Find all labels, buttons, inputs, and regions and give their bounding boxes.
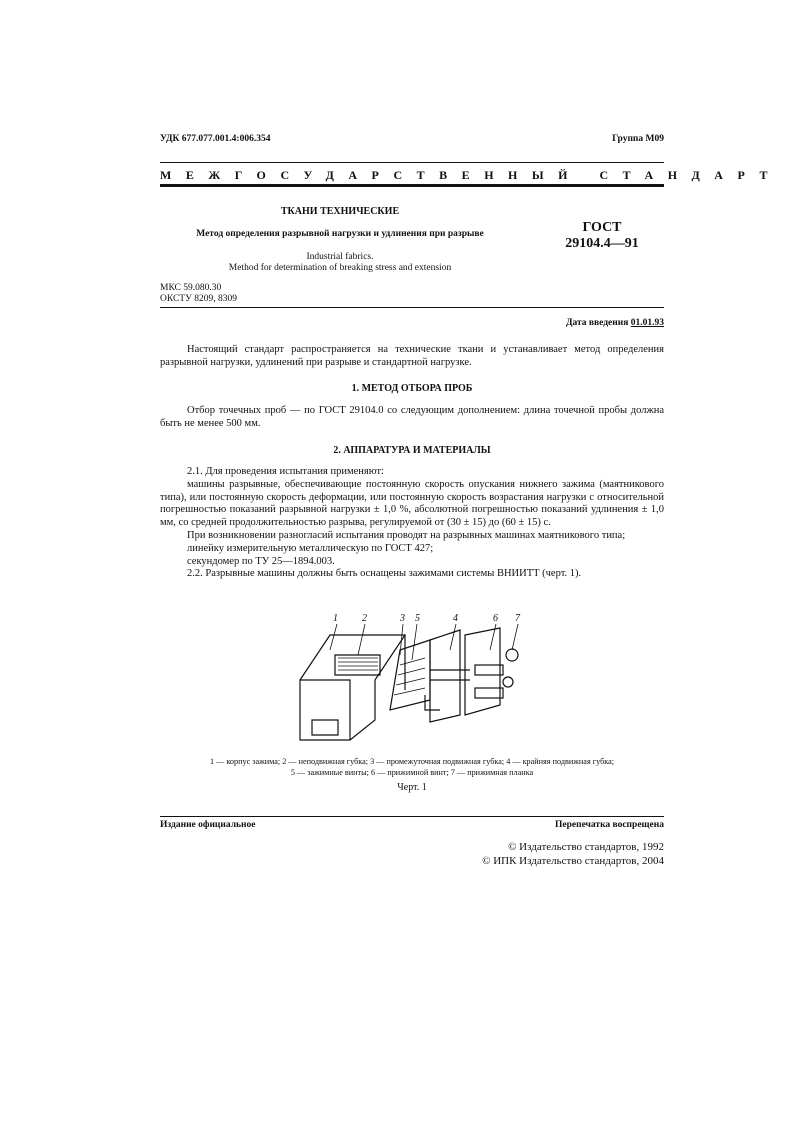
clamp-screw <box>475 665 503 675</box>
okstu-code: ОКСТУ 8209, 8309 <box>160 294 237 304</box>
fig-label-5: 5 <box>415 613 420 624</box>
copyright-2004: © ИПК Издательство стандартов, 2004 <box>482 855 664 867</box>
pressure-screw <box>506 649 518 661</box>
mks-code: МКС 59.080.30 <box>160 283 222 293</box>
intro-paragraph <box>160 344 664 370</box>
footer-rule <box>160 816 664 817</box>
fig-label-6: 6 <box>493 613 498 624</box>
copyright-1992: © Издательство стандартов, 1992 <box>508 841 664 853</box>
top-thick-rule <box>160 184 664 187</box>
udk-code: УДК 677.077.001.4:006.354 <box>160 134 271 144</box>
outer-jaw <box>430 630 460 722</box>
figure-caption <box>160 756 664 778</box>
reprint-prohibited: Перепечатка воспрещена <box>554 820 664 830</box>
clause-2-1-disputes: При возникновении разногласий испытания проводят на разрывных машинах маятникового типа; <box>187 529 626 541</box>
fig-label-3: 3 <box>400 613 405 624</box>
intro-date-value: 01.01.93 <box>630 318 664 328</box>
section-1-title: 1. МЕТОД ОТБОРА ПРОБ <box>351 383 473 394</box>
housing-front <box>300 680 350 740</box>
clamp-drawing <box>290 610 540 750</box>
fig-label-4: 4 <box>453 613 458 624</box>
pressure-plate <box>465 628 500 715</box>
fig-label-7: 7 <box>515 613 520 624</box>
figure-caption-line-2: 5 — зажимные винты; 6 — прижимной винт; 7 — прижимная планка <box>290 768 534 777</box>
clause-2-1-ruler: линейку измерительную металлическую по ГОСТ 427; <box>187 542 434 554</box>
intro-date <box>480 318 664 328</box>
clause-2-1: 2.1. Для проведения испытания применяют: <box>187 466 384 477</box>
gost-label: ГОСТ <box>582 220 622 235</box>
doc-title: ТКАНИ ТЕХНИЧЕСКИЕ <box>280 206 400 217</box>
english-title-2: Method for determination of breaking stress and extension <box>228 263 452 273</box>
clause-2-1-stopwatch: секундомер по ТУ 25—1894.003. <box>187 555 335 567</box>
interstate-standard-heading: МЕЖГОСУДАРСТВЕННЫЙ СТАНДАРТ <box>160 168 782 182</box>
intro-date-label: Дата введения <box>565 318 629 328</box>
title-block-rule <box>160 307 664 308</box>
intro-text: Настоящий стандарт распространяется на технические ткани и устанавливает метод определения разрывной нагрузки, удлинений при разрыве и стандартной нагрузке. <box>160 344 664 368</box>
section-1-text: Отбор точечных проб — по ГОСТ 29104.0 со следующим дополнением: длина точечной пробы должна быть не менее 500 мм. <box>160 405 664 429</box>
section-2-body <box>160 466 664 581</box>
clause-2-1-machines: машины разрывные, обеспечивающие постоянную скорость опускания нижнего зажима (маятникового типа), или постоянную скорость деформации, или постоянную скорость возрастания нагрузки с относительной погрешностью показаний разрывной нагрузки ± 1,0 %, абсолютной погрешностью показаний удлинения ± 1,0 мм, со средней продолжительностью разрыва, регулируемой от (30 ± 15) до (60 ± 15) с. <box>160 478 664 529</box>
official-edition: Издание официальное <box>160 820 256 830</box>
housing-top <box>300 635 405 680</box>
intermediate-jaw <box>390 640 430 710</box>
group-code: Группа М09 <box>612 134 664 144</box>
english-title-1: Industrial fabrics. <box>306 252 374 262</box>
doc-subtitle: Метод определения разрывной нагрузки и удлинения при разрыве <box>196 229 484 239</box>
figure-title: Черт. 1 <box>397 782 427 793</box>
gost-number: 29104.4—91 <box>565 236 639 251</box>
top-thin-rule <box>160 162 664 163</box>
section-1-paragraph <box>160 405 664 431</box>
figure-caption-line-1: 1 — корпус зажима; 2 — неподвижная губка; 3 — промежуточная подвижная губка; 4 — крайняя подвижная губка; <box>209 757 615 766</box>
housing-side <box>350 680 375 740</box>
section-2-title: 2. АППАРАТУРА И МАТЕРИАЛЫ <box>333 445 491 456</box>
clause-2-2: 2.2. Разрывные машины должны быть оснащены зажимами системы ВНИИТТ (черт. 1). <box>187 568 582 580</box>
fig-label-2: 2 <box>362 613 367 624</box>
fig-label-1: 1 <box>333 613 338 624</box>
